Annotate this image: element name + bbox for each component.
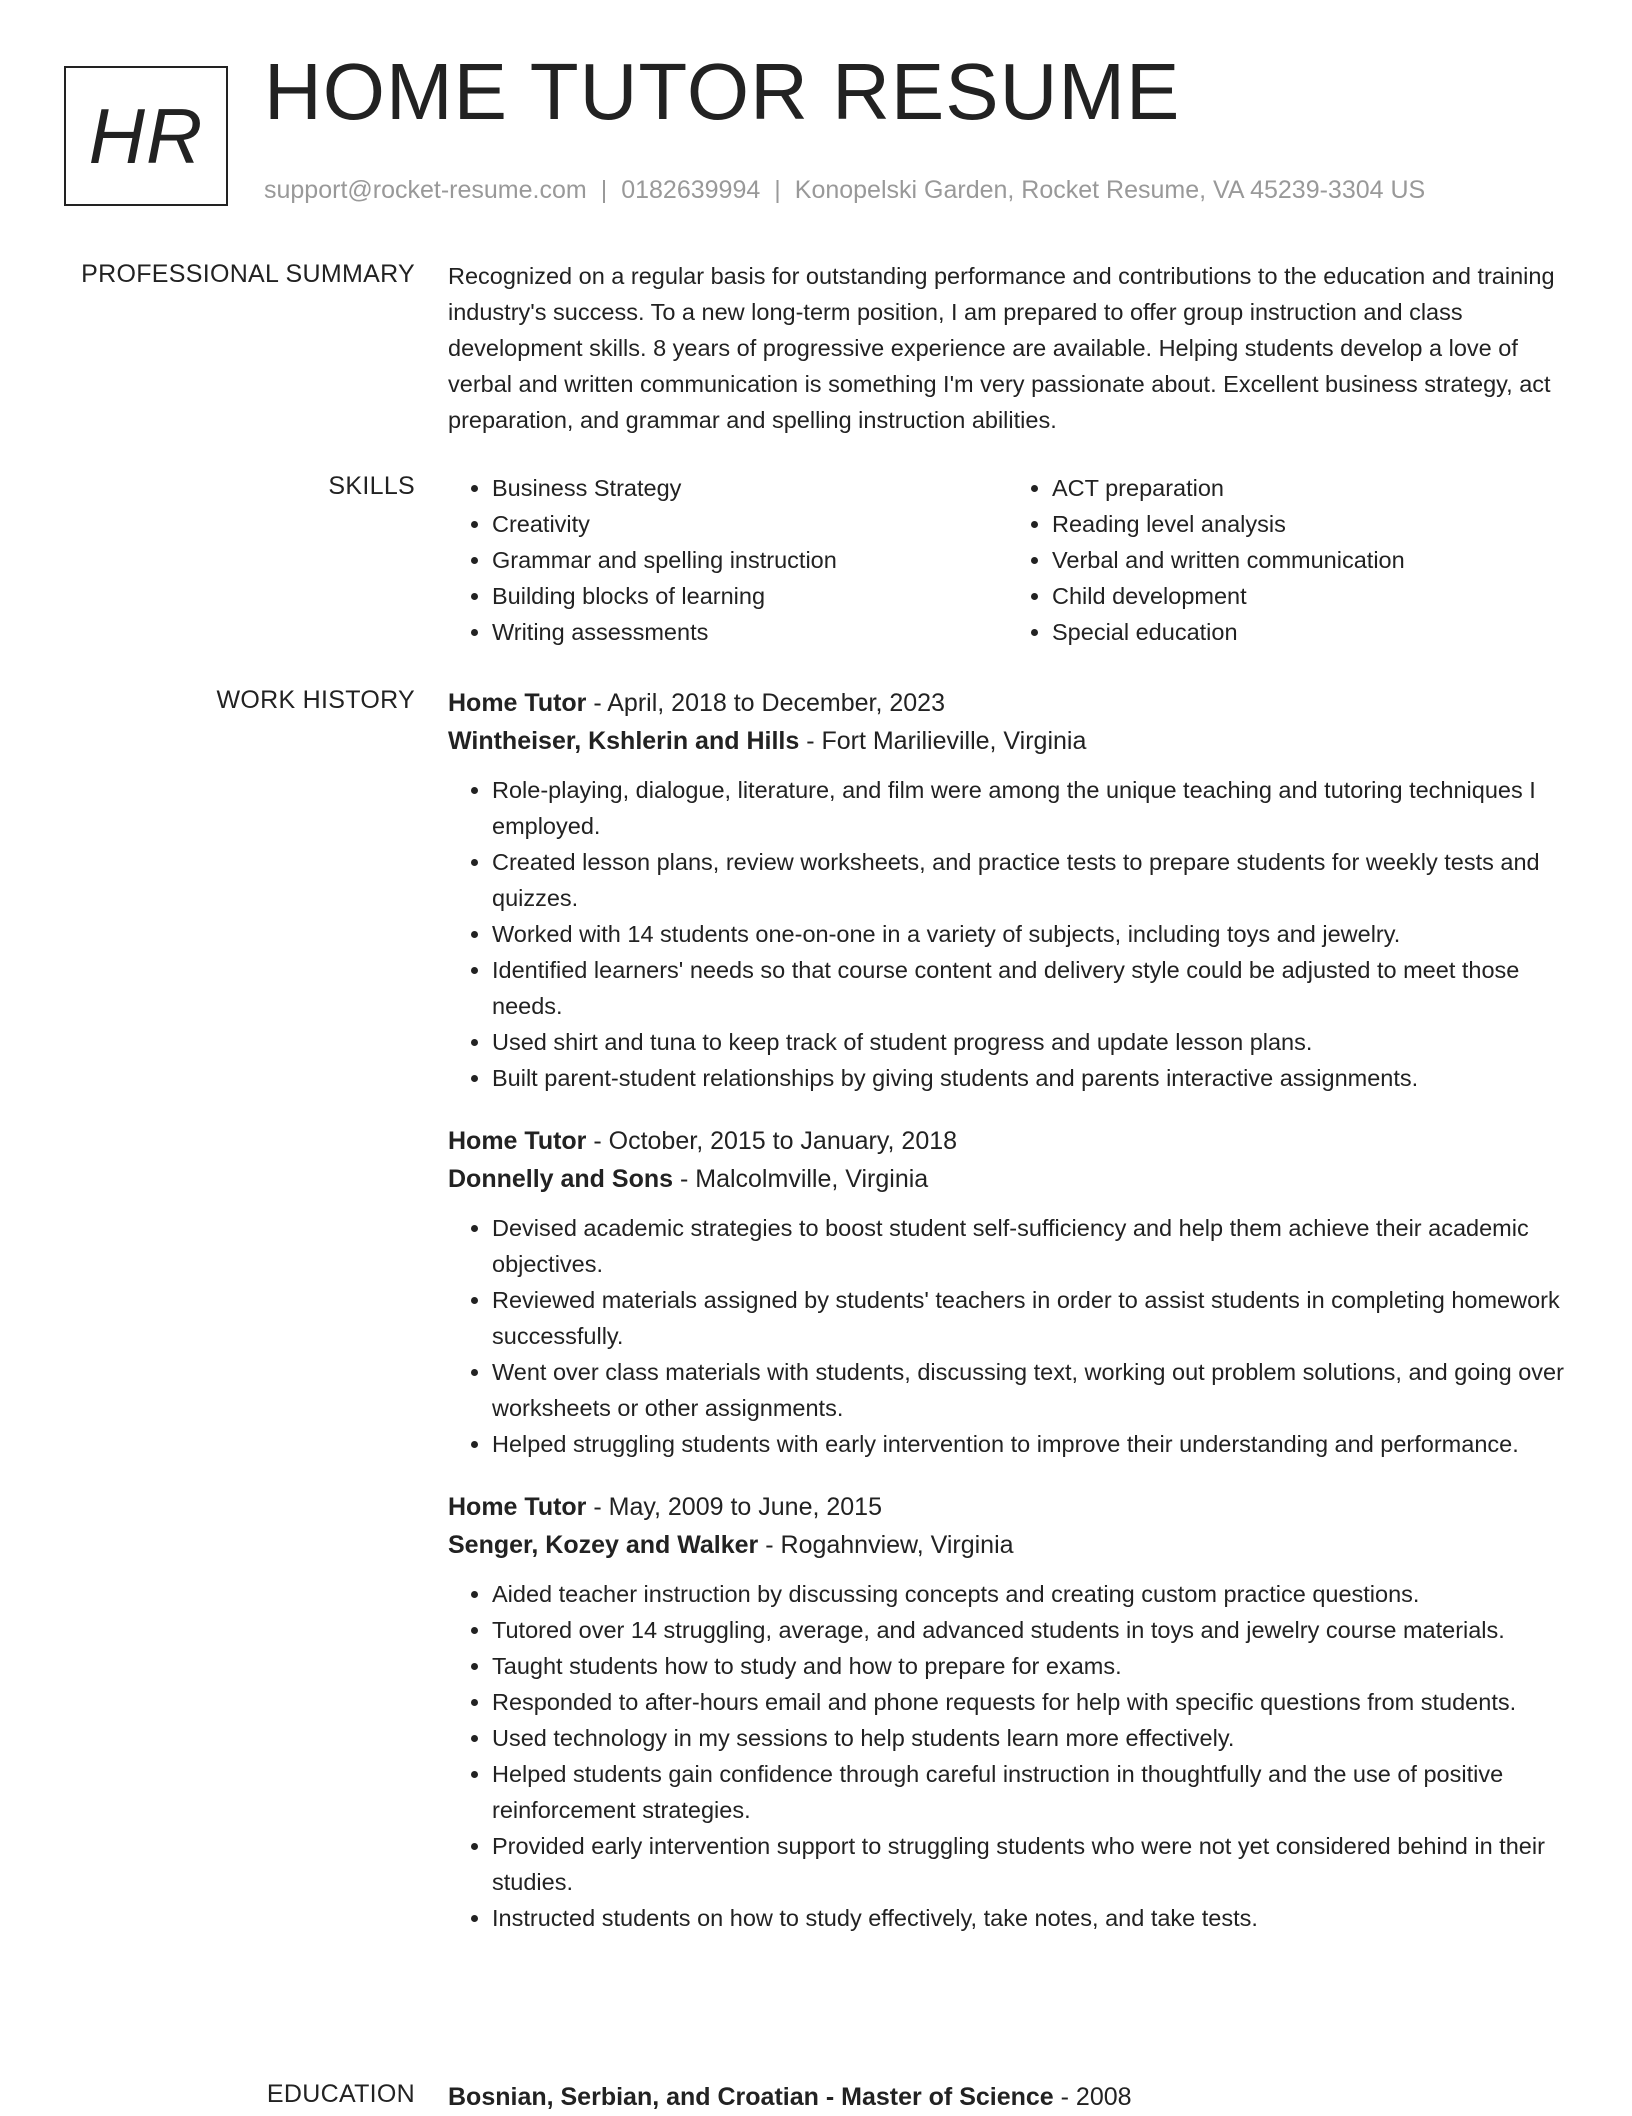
skill-item: • Creativity bbox=[492, 506, 1008, 542]
job-bullet: • Created lesson plans, review worksheets, and practice tests to prepare students for weekly tests and quizzes. bbox=[492, 844, 1568, 916]
summary-text: Recognized on a regular basis for outstanding performance and contributions to the education and training industry's success. To a new long-term position, I am prepared to offer group instruction and class development skills. 8 years of progressive experience are available. Helping students develop a love of verbal and written communication is something I'm very passionate about. Excellent business strategy, act preparation, and grammar and spelling instruction abilities. bbox=[448, 263, 1555, 433]
skill-item: • Business Strategy bbox=[492, 470, 1008, 506]
skills-heading: SKILLS bbox=[328, 472, 415, 500]
job-title-line bbox=[448, 1488, 1568, 1526]
contact-separator: | bbox=[600, 176, 608, 204]
skill-item: • Special education bbox=[1052, 614, 1568, 650]
education-heading: EDUCATION bbox=[266, 2080, 415, 2108]
job-bullet: • Reviewed materials assigned by students' teachers in order to assist students in completing homework successfully. bbox=[492, 1282, 1568, 1354]
job-title-line bbox=[448, 1122, 1568, 1160]
monogram-text: HR bbox=[88, 91, 204, 180]
skill-item: • Child development bbox=[1052, 578, 1568, 614]
contact-separator: | bbox=[774, 176, 781, 204]
job-dates: - October, 2015 to January, 2018 bbox=[586, 1127, 958, 1155]
job-location: - Rogahnview, Virginia bbox=[758, 1531, 1014, 1559]
education-entry bbox=[448, 2078, 1568, 2116]
job-company-line bbox=[448, 722, 1568, 760]
work-heading: WORK HISTORY bbox=[216, 686, 415, 714]
monogram-box bbox=[64, 66, 228, 206]
job-bullet: • Taught students how to study and how to prepare for exams. bbox=[492, 1648, 1568, 1684]
skill-item: • Building blocks of learning bbox=[492, 578, 1008, 614]
contact-line bbox=[264, 176, 1425, 205]
job-title-line bbox=[448, 684, 1568, 722]
job-bullets bbox=[448, 1576, 1568, 1936]
job-bullets bbox=[448, 772, 1568, 1096]
job-bullet: • Helped students gain confidence through careful instruction in thoughtfully and the use of positive reinforcement strategies. bbox=[492, 1756, 1568, 1828]
job-bullet: • Worked with 14 students one-on-one in a variety of subjects, including toys and jewelry. bbox=[492, 916, 1568, 952]
job-bullet: • Tutored over 14 struggling, average, and advanced students in toys and jewelry course materials. bbox=[492, 1612, 1568, 1648]
job-bullet: • Used shirt and tuna to keep track of student progress and update lesson plans. bbox=[492, 1024, 1568, 1060]
contact-address: Konopelski Garden, Rocket Resume, VA 45239-3304 US bbox=[794, 176, 1426, 204]
skills-columns bbox=[448, 470, 1568, 650]
job-bullet: • Identified learners' needs so that course content and delivery style could be adjusted to meet those needs. bbox=[492, 952, 1568, 1024]
job-bullet: • Built parent-student relationships by giving students and parents interactive assignments. bbox=[492, 1060, 1568, 1096]
skill-item: • Verbal and written communication bbox=[1052, 542, 1568, 578]
skills-list-right bbox=[1008, 470, 1568, 650]
skill-item: • ACT preparation bbox=[1052, 470, 1568, 506]
summary-heading: PROFESSIONAL SUMMARY bbox=[81, 260, 415, 288]
contact-email: support@rocket-resume.com bbox=[264, 176, 587, 204]
job-location: - Fort Marilieville, Virginia bbox=[799, 727, 1087, 755]
skill-item: • Grammar and spelling instruction bbox=[492, 542, 1008, 578]
job-entry bbox=[448, 1122, 1568, 1462]
job-dates: - May, 2009 to June, 2015 bbox=[586, 1493, 882, 1521]
skill-item: • Writing assessments bbox=[492, 614, 1008, 650]
job-title: Home Tutor bbox=[448, 1127, 587, 1155]
job-company-line bbox=[448, 1526, 1568, 1564]
job-bullet: • Helped struggling students with early intervention to improve their understanding and performance. bbox=[492, 1426, 1568, 1462]
job-bullet: • Devised academic strategies to boost student self-sufficiency and help them achieve their academic objectives. bbox=[492, 1210, 1568, 1282]
job-company: Donnelly and Sons bbox=[448, 1165, 674, 1193]
job-bullet: • Instructed students on how to study effectively, take notes, and take tests. bbox=[492, 1900, 1568, 1936]
job-company: Wintheiser, Kshlerin and Hills bbox=[448, 727, 800, 755]
job-location: - Malcolmville, Virginia bbox=[673, 1165, 929, 1193]
job-dates: - April, 2018 to December, 2023 bbox=[586, 689, 945, 717]
job-bullet: • Role-playing, dialogue, literature, and film were among the unique teaching and tutoring techniques I employed. bbox=[492, 772, 1568, 844]
job-bullet: • Provided early intervention support to struggling students who were not yet considered behind in their studies. bbox=[492, 1828, 1568, 1900]
job-bullet: • Responded to after-hours email and phone requests for help with specific questions from students. bbox=[492, 1684, 1568, 1720]
job-title: Home Tutor bbox=[448, 1493, 587, 1521]
job-entry bbox=[448, 1488, 1568, 1936]
job-title: Home Tutor bbox=[448, 689, 587, 717]
job-entry bbox=[448, 684, 1568, 1096]
skill-item: • Reading level analysis bbox=[1052, 506, 1568, 542]
contact-phone: 0182639994 bbox=[621, 176, 761, 204]
skills-list-left bbox=[448, 470, 1008, 650]
job-bullet: • Aided teacher instruction by discussing concepts and creating custom practice questions. bbox=[492, 1576, 1568, 1612]
job-company: Senger, Kozey and Walker bbox=[448, 1531, 759, 1559]
resume-title: HOME TUTOR RESUME bbox=[264, 47, 1181, 136]
job-company-line bbox=[448, 1160, 1568, 1198]
education-degree: Bosnian, Serbian, and Croatian - Master of Science bbox=[448, 2083, 1054, 2111]
education-year: - 2008 bbox=[1053, 2083, 1132, 2111]
job-bullet: • Used technology in my sessions to help students learn more effectively. bbox=[492, 1720, 1568, 1756]
work-jobs bbox=[448, 684, 1568, 1962]
job-bullets bbox=[448, 1210, 1568, 1462]
job-bullet: • Went over class materials with students, discussing text, working out problem solutions, and going over worksheets or other assignments. bbox=[492, 1354, 1568, 1426]
